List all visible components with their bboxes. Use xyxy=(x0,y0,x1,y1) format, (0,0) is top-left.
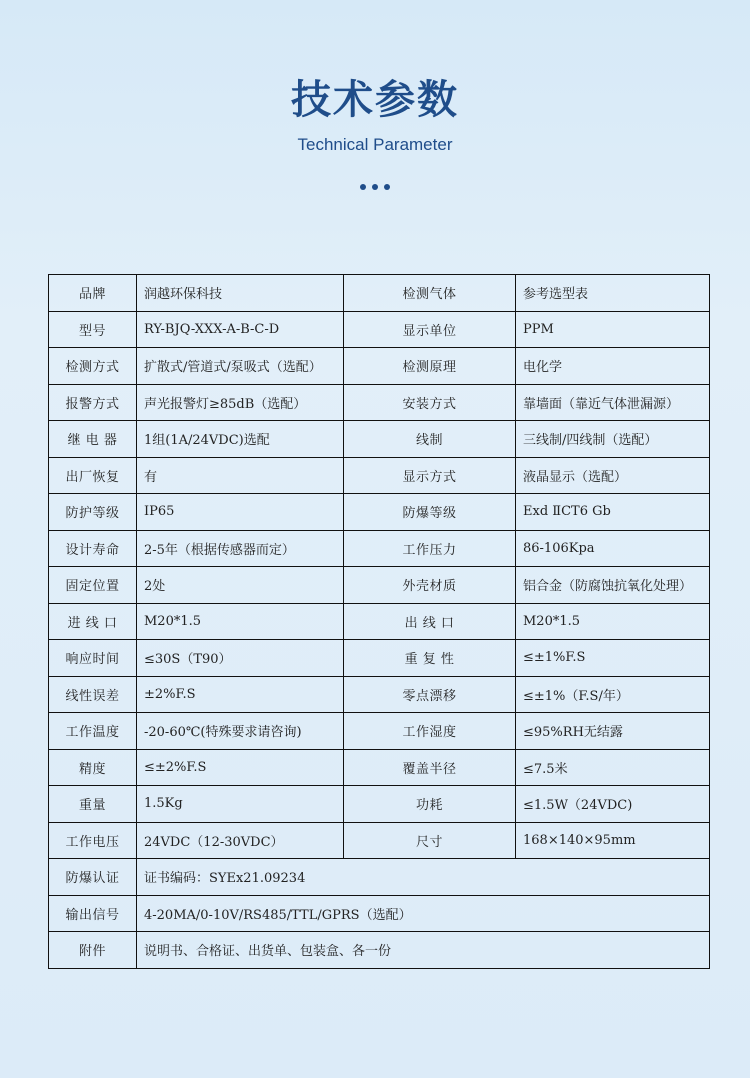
param-value: 铝合金（防腐蚀抗氧化处理） xyxy=(516,567,710,604)
table-row xyxy=(49,676,710,713)
param-value: ≤±2%F.S xyxy=(137,749,344,786)
param-value: 2-5年（根据传感器而定） xyxy=(137,530,344,567)
param-value: 4-20MA/0-10V/RS485/TTL/GPRS（选配） xyxy=(137,895,710,932)
param-label: 零点漂移 xyxy=(344,676,516,713)
param-label: 检测方式 xyxy=(49,348,137,385)
param-value: IP65 xyxy=(137,494,344,531)
param-label: 报警方式 xyxy=(49,384,137,421)
param-value: PPM xyxy=(516,311,710,348)
page-subtitle: Technical Parameter xyxy=(297,135,453,154)
dot-icon xyxy=(372,184,378,190)
param-value: ≤1.5W（24VDC) xyxy=(516,786,710,823)
param-value: 86-106Kpa xyxy=(516,530,710,567)
decorative-dots xyxy=(0,184,750,190)
param-label: 进 线 口 xyxy=(49,603,137,640)
param-value: ±2%F.S xyxy=(137,676,344,713)
param-label: 检测原理 xyxy=(344,348,516,385)
table-row xyxy=(49,494,710,531)
param-value: 有 xyxy=(137,457,344,494)
table-row xyxy=(49,421,710,458)
param-label: 附件 xyxy=(49,932,137,969)
param-value: RY-BJQ-XXX-A-B-C-D xyxy=(137,311,344,348)
param-value: 扩散式/管道式/泵吸式（选配） xyxy=(137,348,344,385)
param-value: M20*1.5 xyxy=(137,603,344,640)
table-row xyxy=(49,640,710,677)
table-row xyxy=(49,786,710,823)
param-value: 1组(1A/24VDC)选配 xyxy=(137,421,344,458)
table-row-wide xyxy=(49,895,710,932)
param-label: 继 电 器 xyxy=(49,421,137,458)
param-value: 1.5Kg xyxy=(137,786,344,823)
table-row xyxy=(49,384,710,421)
param-label: 线性误差 xyxy=(49,676,137,713)
param-label: 安装方式 xyxy=(344,384,516,421)
param-value: 证书编码：SYEx21.09234 xyxy=(137,859,710,896)
param-value: Exd ⅡCT6 Gb xyxy=(516,494,710,531)
param-label: 出厂恢复 xyxy=(49,457,137,494)
param-value: 液晶显示（选配） xyxy=(516,457,710,494)
param-label: 防爆等级 xyxy=(344,494,516,531)
param-value: M20*1.5 xyxy=(516,603,710,640)
param-value: 2处 xyxy=(137,567,344,604)
param-label: 工作湿度 xyxy=(344,713,516,750)
param-label: 检测气体 xyxy=(344,275,516,312)
table-row-wide xyxy=(49,859,710,896)
spec-table xyxy=(48,274,710,969)
table-row xyxy=(49,275,710,312)
table-row-wide xyxy=(49,932,710,969)
param-label: 防护等级 xyxy=(49,494,137,531)
param-label: 显示单位 xyxy=(344,311,516,348)
table-row xyxy=(49,530,710,567)
param-value: 三线制/四线制（选配） xyxy=(516,421,710,458)
param-label: 输出信号 xyxy=(49,895,137,932)
param-label: 品牌 xyxy=(49,275,137,312)
param-label: 显示方式 xyxy=(344,457,516,494)
param-label: 型号 xyxy=(49,311,137,348)
param-label: 工作温度 xyxy=(49,713,137,750)
param-value: 参考选型表 xyxy=(516,275,710,312)
table-row xyxy=(49,822,710,859)
param-label: 防爆认证 xyxy=(49,859,137,896)
table-row xyxy=(49,567,710,604)
param-value: ≤95%RH无结露 xyxy=(516,713,710,750)
param-label: 尺寸 xyxy=(344,822,516,859)
dot-icon xyxy=(360,184,366,190)
page-title: 技术参数 xyxy=(291,77,459,123)
param-value: 电化学 xyxy=(516,348,710,385)
param-value: ≤30S（T90） xyxy=(137,640,344,677)
param-label: 工作压力 xyxy=(344,530,516,567)
param-label: 线制 xyxy=(344,421,516,458)
param-value: 润越环保科技 xyxy=(137,275,344,312)
param-label: 设计寿命 xyxy=(49,530,137,567)
param-label: 工作电压 xyxy=(49,822,137,859)
param-label: 响应时间 xyxy=(49,640,137,677)
table-row xyxy=(49,749,710,786)
table-row xyxy=(49,311,710,348)
param-value: 168×140×95mm xyxy=(516,822,710,859)
table-row xyxy=(49,457,710,494)
table-row xyxy=(49,713,710,750)
param-label: 功耗 xyxy=(344,786,516,823)
dot-icon xyxy=(384,184,390,190)
table-row xyxy=(49,348,710,385)
param-value: 24VDC（12-30VDC） xyxy=(137,822,344,859)
param-label: 外壳材质 xyxy=(344,567,516,604)
table-row xyxy=(49,603,710,640)
param-value: 声光报警灯≥85dB（选配） xyxy=(137,384,344,421)
param-value: 靠墙面（靠近气体泄漏源） xyxy=(516,384,710,421)
param-label: 固定位置 xyxy=(49,567,137,604)
param-label: 精度 xyxy=(49,749,137,786)
param-value: -20-60℃(特殊要求请咨询) xyxy=(137,713,344,750)
header xyxy=(0,70,750,156)
param-label: 重量 xyxy=(49,786,137,823)
param-label: 重 复 性 xyxy=(344,640,516,677)
param-value: ≤±1%F.S xyxy=(516,640,710,677)
param-label: 覆盖半径 xyxy=(344,749,516,786)
param-value: 说明书、合格证、出货单、包装盒、各一份 xyxy=(137,932,710,969)
param-value: ≤±1%（F.S/年） xyxy=(516,676,710,713)
param-label: 出 线 口 xyxy=(344,603,516,640)
param-value: ≤7.5米 xyxy=(516,749,710,786)
